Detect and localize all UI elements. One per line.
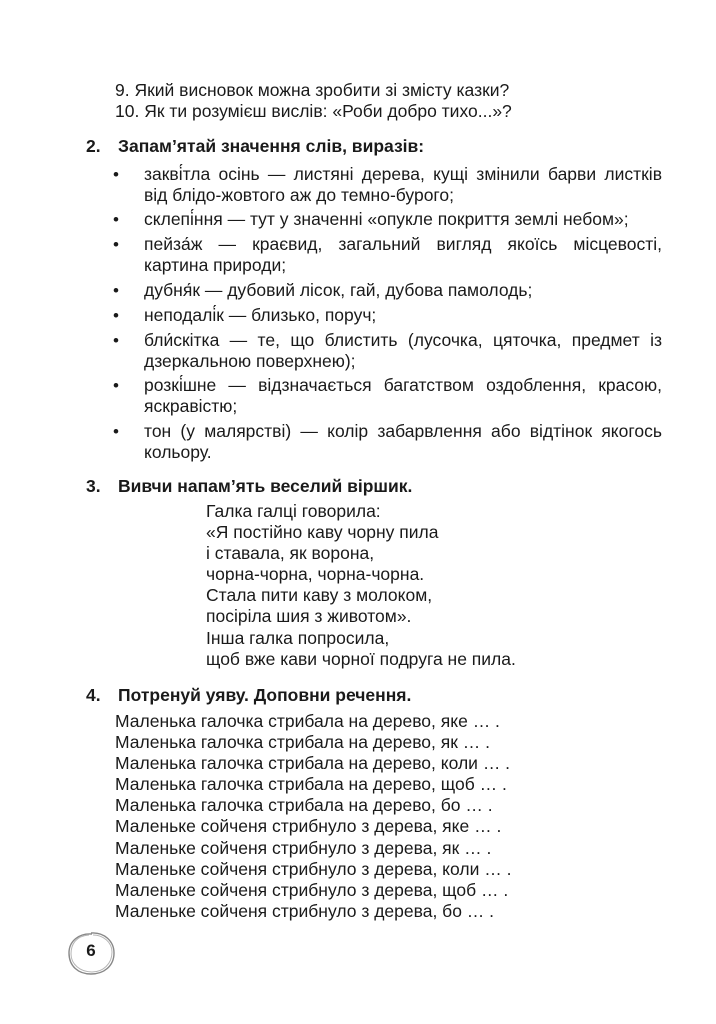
list-item [113, 209, 663, 230]
bullet-icon: • [113, 306, 119, 325]
list-item [113, 280, 663, 301]
list-item [113, 421, 663, 463]
section-number: 4. [86, 685, 101, 705]
list-item [113, 375, 663, 417]
sentence: Маленька галочка стрибала на дерево, коли … . [115, 753, 511, 774]
section-title: Запам’ятай значення слів, виразів: [118, 136, 425, 156]
poem-line: Стала пити каву з молоком, [206, 585, 433, 606]
sentence: Маленьке сойченя стрибнуло з дерева, бо … . [115, 900, 495, 921]
poem-line: Галка галці говорила: [206, 501, 381, 521]
bullet-icon: • [113, 376, 119, 395]
sentence: Маленьке сойченя стрибнуло з дерева, щоб … . [115, 879, 509, 900]
poem-line: посіріла шия з животом». [206, 606, 412, 627]
sentence: Маленька галочка стрибала на дерево, щоб … . [115, 774, 507, 795]
definition-text: закві́тла осінь — листяні дерева, кущі змінили барви листків від блідо-жовтого аж до темно-бурого; [144, 164, 662, 205]
page-number: 6 [86, 941, 96, 960]
bullet-icon: • [113, 210, 119, 229]
poem-line: щоб вже кави чорної подруга не пила. [206, 648, 516, 669]
poem-line: і ставала, як ворона, [206, 543, 375, 564]
list-item [113, 330, 663, 372]
question-9: 9. Який висновок можна зробити зі змісту казки? [115, 80, 510, 100]
poem-line: Інша галка попросила, [206, 627, 390, 648]
bullet-icon: • [113, 281, 119, 300]
definition-text: дубня́к — дубовий лісок, гай, дубова памолодь; [144, 280, 533, 300]
definition-text: склепі́ння — тут у значенні «опукле покриття землі небом»; [144, 209, 629, 229]
section-3-heading [86, 475, 412, 497]
list-item [113, 305, 663, 326]
bullet-icon: • [113, 235, 119, 254]
bullet-icon: • [113, 422, 119, 441]
question-10: 10. Як ти розумієш вислів: «Роби добро тихо...»? [115, 101, 512, 121]
bullet-icon: • [113, 165, 119, 184]
definition-text: тон (у малярстві) — колір забарвлення або відтінок якогось кольору. [144, 421, 662, 462]
sentence-list [115, 711, 511, 922]
poem-line: «Я постійно каву чорну пила [206, 522, 439, 543]
sentence: Маленька галочка стрибала на дерево, бо … . [115, 795, 493, 816]
poem [206, 501, 516, 670]
section-4-heading [86, 684, 411, 706]
page-number-badge [64, 929, 118, 977]
sentence: Маленьке сойченя стрибнуло з дерева, як … . [115, 837, 492, 858]
definition-text: пейза́ж — краєвид, загальний вигляд якоїсь місцевості, картина природи; [144, 234, 662, 275]
sentence: Маленьке сойченя стрибнуло з дерева, коли … . [115, 858, 512, 879]
definition-text: розкі́шне — відзначається багатством оздоблення, красою, яскравістю; [144, 375, 662, 416]
section-title: Потренуй уяву. Доповни речення. [118, 685, 412, 705]
sentence: Маленька галочка стрибала на дерево, яке … . [115, 711, 500, 731]
list-item [113, 164, 663, 206]
definition-text: неподалі́к — близько, поруч; [144, 305, 377, 325]
section-number: 3. [86, 476, 101, 496]
definition-text: бли́скітка — те, що блистить (лусочка, цяточка, предмет із дзеркальною поверхнею); [144, 330, 662, 371]
sentence: Маленьке сойченя стрибнуло з дерева, яке … . [115, 816, 502, 837]
section-2-heading [86, 135, 424, 157]
bullet-icon: • [113, 331, 119, 350]
list-item [113, 234, 663, 276]
sentence: Маленька галочка стрибала на дерево, як … . [115, 732, 490, 753]
poem-line: чорна-чорна, чорна-чорна. [206, 564, 425, 585]
section-number: 2. [86, 136, 101, 156]
section-title: Вивчи напам’ять веселий віршик. [118, 476, 413, 496]
